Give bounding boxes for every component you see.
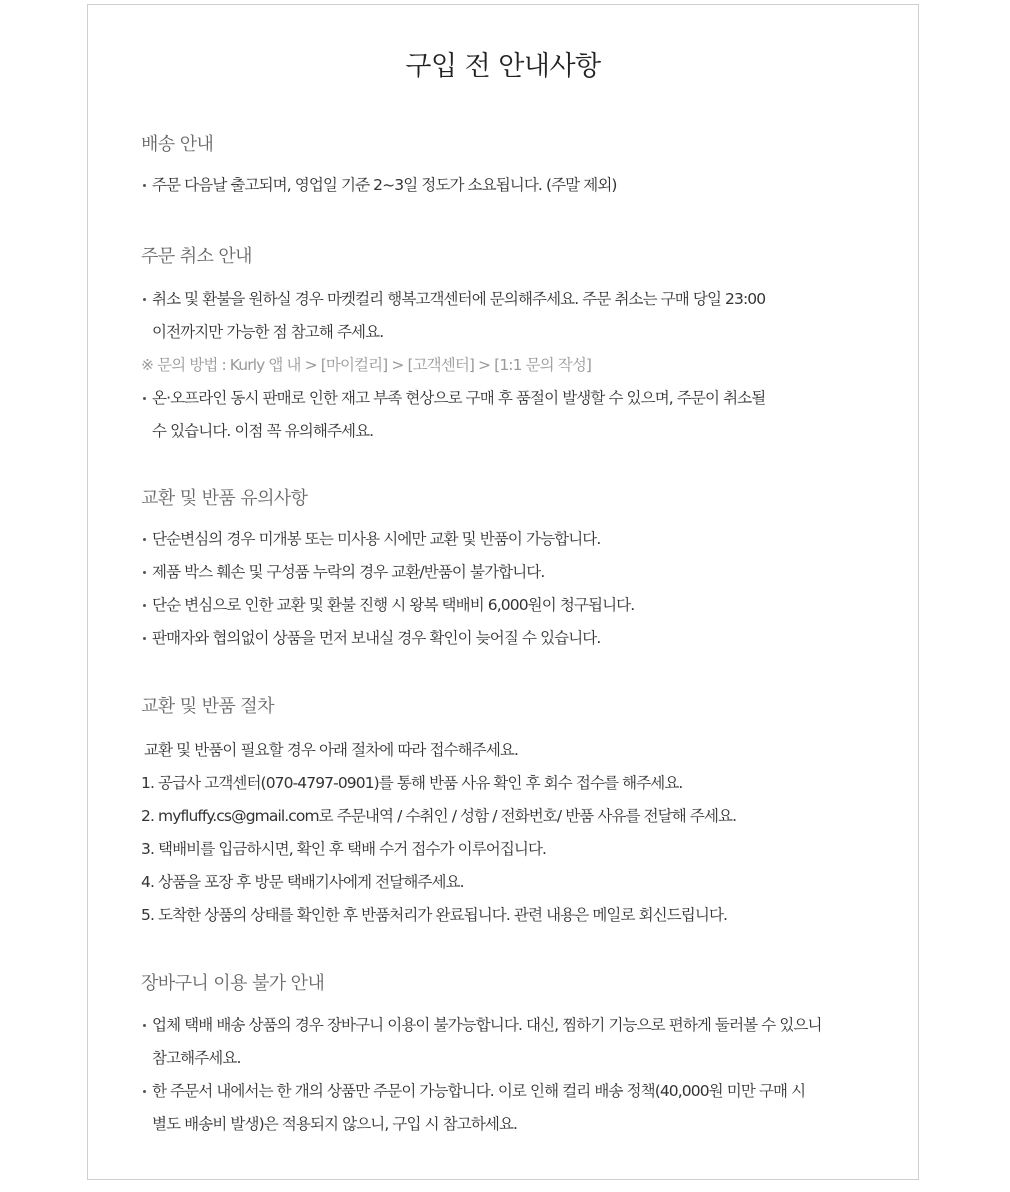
procedure-intro: 교환 및 반품이 필요할 경우 아래 절차에 따라 접수해주세요.: [144, 741, 518, 759]
notice-panel: [87, 4, 919, 1180]
procedure-step: 1. 공급사 고객센터(070-4797-0901)를 통해 반품 사유 확인 후 회수 접수를 해주세요.: [141, 774, 683, 792]
section-heading-exchange-notes: 교환 및 반품 유의사항: [141, 488, 308, 509]
list-item-continuation: 별도 배송비 발생)은 적용되지 않으니, 구입 시 참고하세요.: [152, 1115, 518, 1133]
bullet-icon: [143, 637, 146, 640]
procedure-step: 4. 상품을 포장 후 방문 택배기사에게 전달해주세요.: [141, 873, 464, 891]
section-heading-shipping: 배송 안내: [141, 134, 214, 155]
list-item: 취소 및 환불을 원하실 경우 마켓컬리 행복고객센터에 문의해주세요. 주문 취소는 구매 당일 23:00: [141, 288, 765, 310]
bullet-icon: [143, 298, 146, 301]
section-heading-exchange-procedure: 교환 및 반품 절차: [141, 696, 274, 717]
list-item: 판매자와 협의없이 상품을 먼저 보내실 경우 확인이 늦어질 수 있습니다.: [141, 627, 600, 649]
bullet-icon: [143, 397, 146, 400]
section-heading-cancel: 주문 취소 안내: [141, 246, 252, 267]
bullet-icon: [143, 538, 146, 541]
list-item: 업체 택배 배송 상품의 경우 장바구니 이용이 불가능합니다. 대신, 찜하기 기능으로 편하게 둘러볼 수 있으니: [141, 1014, 822, 1036]
bullet-icon: [143, 1024, 146, 1027]
list-item: 단순변심의 경우 미개봉 또는 미사용 시에만 교환 및 반품이 가능합니다.: [141, 528, 600, 550]
list-item: 단순 변심으로 인한 교환 및 환불 진행 시 왕복 택배비 6,000원이 청구됩니다.: [141, 594, 634, 616]
inquiry-method-note: ※ 문의 방법 : Kurly 앱 내 > [마이컬리] > [고객센터] > [1:1 문의 작성]: [141, 356, 592, 374]
bullet-icon: [143, 571, 146, 574]
section-heading-cart: 장바구니 이용 불가 안내: [141, 973, 325, 994]
bullet-icon: [143, 1090, 146, 1093]
procedure-step: 2. myfluffy.cs@gmail.com로 주문내역 / 수취인 / 성함 / 전화번호/ 반품 사유를 전달해 주세요.: [141, 807, 737, 825]
bullet-icon: [143, 604, 146, 607]
list-item: 한 주문서 내에서는 한 개의 상품만 주문이 가능합니다. 이로 인해 컬리 배송 정책(40,000원 미만 구매 시: [141, 1080, 805, 1102]
page-title: 구입 전 안내사항: [405, 51, 601, 82]
list-item: 제품 박스 훼손 및 구성품 누락의 경우 교환/반품이 불가합니다.: [141, 561, 544, 583]
list-item-continuation: 수 있습니다. 이점 꼭 유의해주세요.: [152, 422, 374, 440]
list-item: 주문 다음날 출고되며, 영업일 기준 2~3일 정도가 소요됩니다. (주말 제외): [141, 174, 617, 196]
bullet-icon: [143, 184, 146, 187]
procedure-step: 5. 도착한 상품의 상태를 확인한 후 반품처리가 완료됩니다. 관련 내용은 메일로 회신드립니다.: [141, 906, 728, 924]
list-item: 온·오프라인 동시 판매로 인한 재고 부족 현상으로 구매 후 품절이 발생할 수 있으며, 주문이 취소될: [141, 387, 765, 409]
list-item-continuation: 이전까지만 가능한 점 참고해 주세요.: [152, 323, 384, 341]
procedure-step: 3. 택배비를 입금하시면, 확인 후 택배 수거 접수가 이루어집니다.: [141, 840, 547, 858]
list-item-continuation: 참고해주세요.: [152, 1049, 241, 1067]
